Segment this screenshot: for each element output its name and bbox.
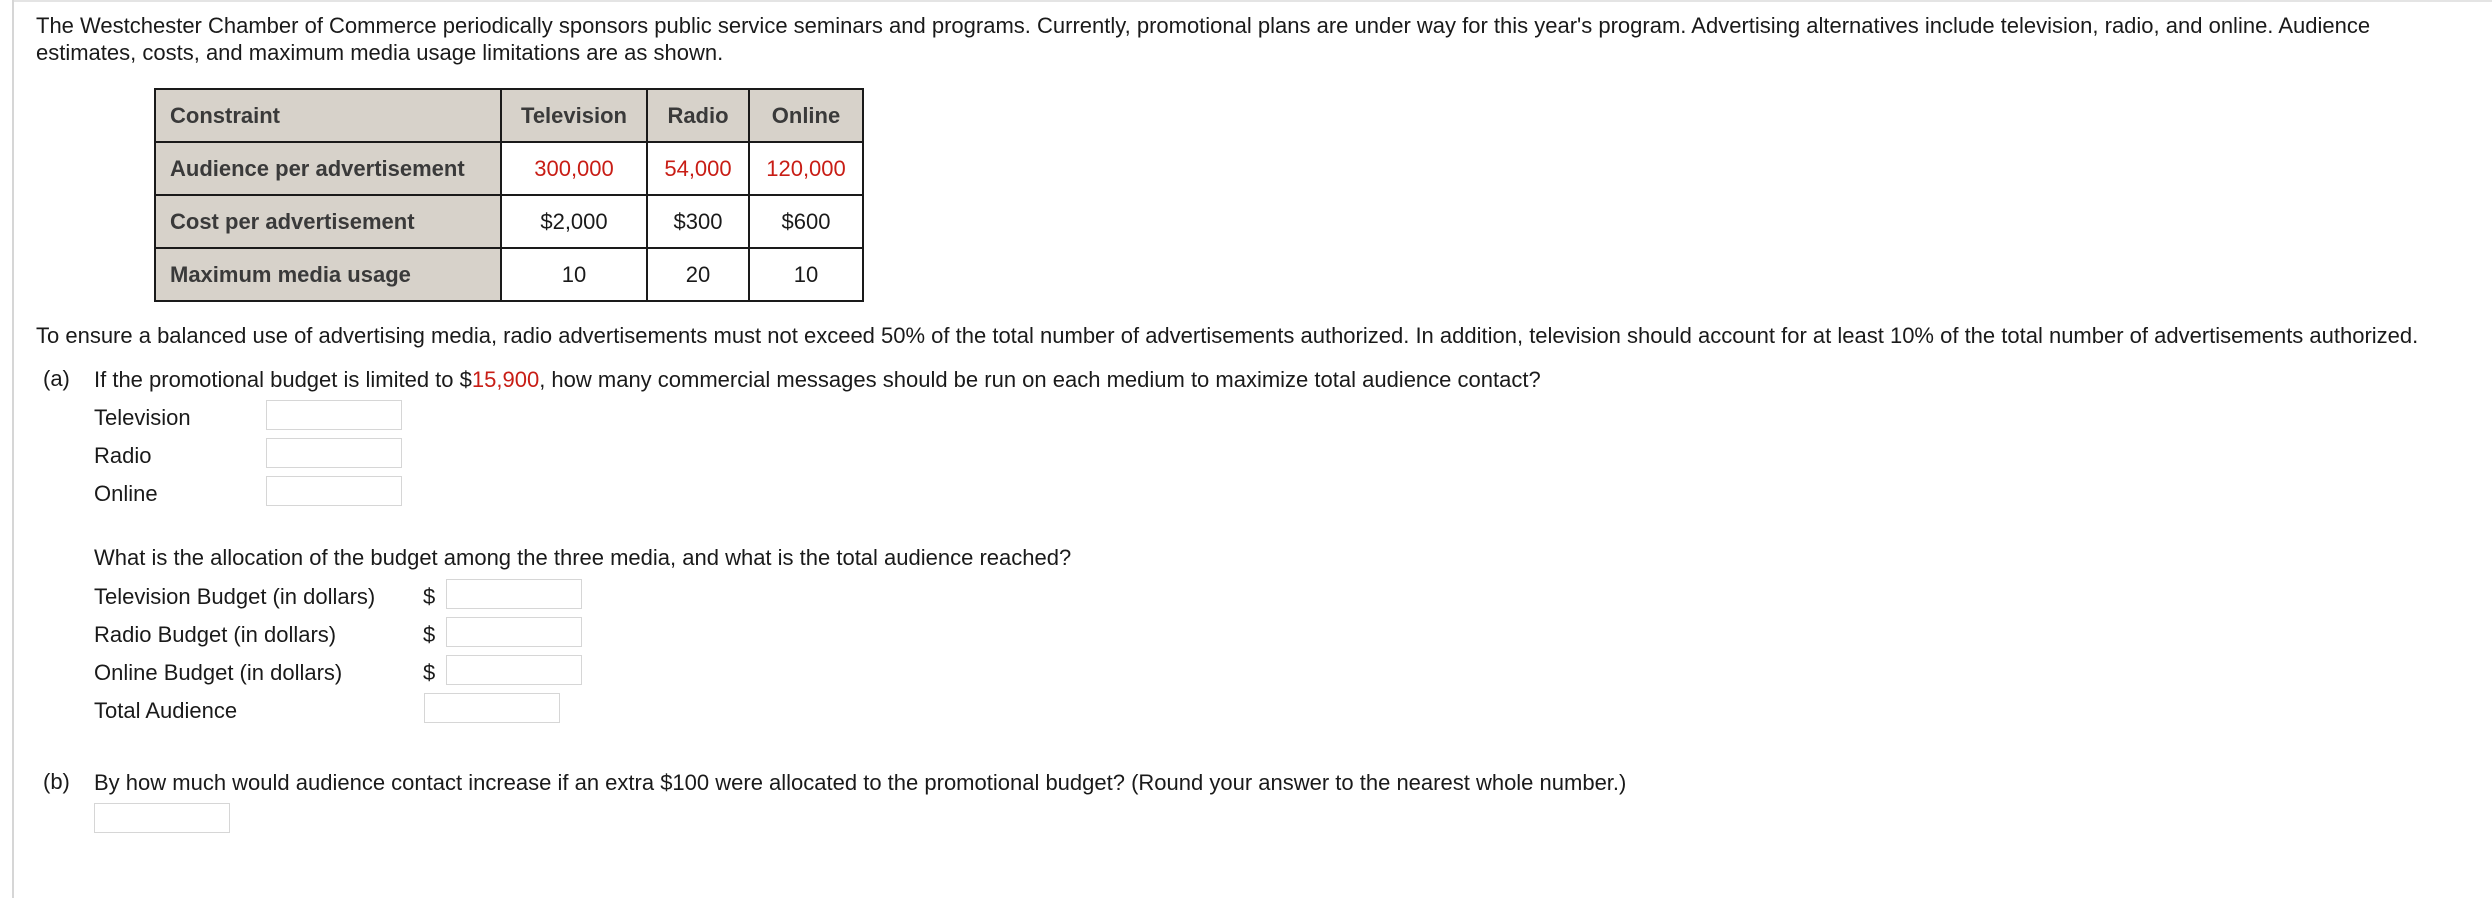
radio-budget-row xyxy=(94,617,2466,655)
max-radio: 20 xyxy=(647,248,749,301)
question-text: If the promotional budget is limited to $ xyxy=(94,367,472,392)
top-border xyxy=(14,0,2492,2)
max-tv: 10 xyxy=(501,248,647,301)
radio-budget-label: Radio Budget (in dollars) xyxy=(94,622,337,647)
media-table xyxy=(154,88,864,302)
tv-budget-row xyxy=(94,579,2466,617)
max-online: 10 xyxy=(749,248,863,301)
balance-text: To ensure a balanced use of advertising media, radio advertisements must not exceed 50% of the total number of advertisements authorized. In addition, television should account for at least 10% of the total number of advertisements authorized. xyxy=(36,323,2419,348)
television-row xyxy=(94,400,2466,438)
part-a-question xyxy=(94,366,2466,393)
currency-symbol: $ xyxy=(423,660,436,685)
audience-radio: 54,000 xyxy=(647,142,749,195)
part-a-letter: (a) xyxy=(43,366,70,391)
cost-tv: $2,000 xyxy=(501,195,647,248)
radio-label: Radio xyxy=(94,443,152,468)
currency-symbol: $ xyxy=(423,584,436,609)
part-b-answer-row xyxy=(94,803,2466,841)
audience-online: 120,000 xyxy=(749,142,863,195)
radio-budget-input[interactable] xyxy=(446,617,582,647)
ad-count-fields xyxy=(36,400,2466,514)
currency-symbol: $ xyxy=(423,622,436,647)
allocation-question: What is the allocation of the budget among the three media, and what is the total audience reached? xyxy=(94,545,1072,570)
radio-count-input[interactable] xyxy=(266,438,402,468)
table-row xyxy=(155,248,863,301)
tv-budget-input[interactable] xyxy=(446,579,582,609)
problem-content xyxy=(36,10,2466,841)
radio-row xyxy=(94,438,2466,476)
tv-budget-label: Television Budget (in dollars) xyxy=(94,584,376,609)
television-label: Television xyxy=(94,405,191,430)
header-online: Online xyxy=(749,89,863,142)
part-a xyxy=(36,366,2466,731)
online-budget-label: Online Budget (in dollars) xyxy=(94,660,343,685)
online-count-input[interactable] xyxy=(266,476,402,506)
total-audience-row xyxy=(94,693,2466,731)
row-label: Cost per advertisement xyxy=(155,195,501,248)
total-audience-label: Total Audience xyxy=(94,698,238,723)
row-label: Audience per advertisement xyxy=(155,142,501,195)
television-count-input[interactable] xyxy=(266,400,402,430)
cost-online: $600 xyxy=(749,195,863,248)
budget-fields xyxy=(36,579,2466,731)
intro-text: The Westchester Chamber of Commerce periodically sponsors public service seminars and programs. Currently, promotional plans are under way for this year's program. Advertising alternatives include television, radio, and online. Audience estimates, costs, and maximum media usage limitations are as shown. xyxy=(36,13,2371,65)
table-row xyxy=(155,195,863,248)
total-audience-input[interactable] xyxy=(424,693,560,723)
budget-value: 15,900 xyxy=(471,367,540,392)
online-budget-input[interactable] xyxy=(446,655,582,685)
audience-increase-input[interactable] xyxy=(94,803,230,833)
part-b xyxy=(36,769,2466,841)
table-header-row xyxy=(155,89,863,142)
header-radio: Radio xyxy=(647,89,749,142)
online-budget-row xyxy=(94,655,2466,693)
left-border xyxy=(12,0,14,898)
table-row xyxy=(155,142,863,195)
online-label: Online xyxy=(94,481,158,506)
question-text: , how many commercial messages should be run on each medium to maximize total audience contact? xyxy=(539,367,1541,392)
online-row xyxy=(94,476,2466,514)
audience-tv: 300,000 xyxy=(501,142,647,195)
header-television: Television xyxy=(501,89,647,142)
cost-radio: $300 xyxy=(647,195,749,248)
row-label: Maximum media usage xyxy=(155,248,501,301)
header-constraint: Constraint xyxy=(155,89,501,142)
part-b-question: By how much would audience contact increase if an extra $100 were allocated to the promotional budget? (Round your answer to the nearest whole number.) xyxy=(94,770,1627,795)
part-b-letter: (b) xyxy=(43,769,70,794)
